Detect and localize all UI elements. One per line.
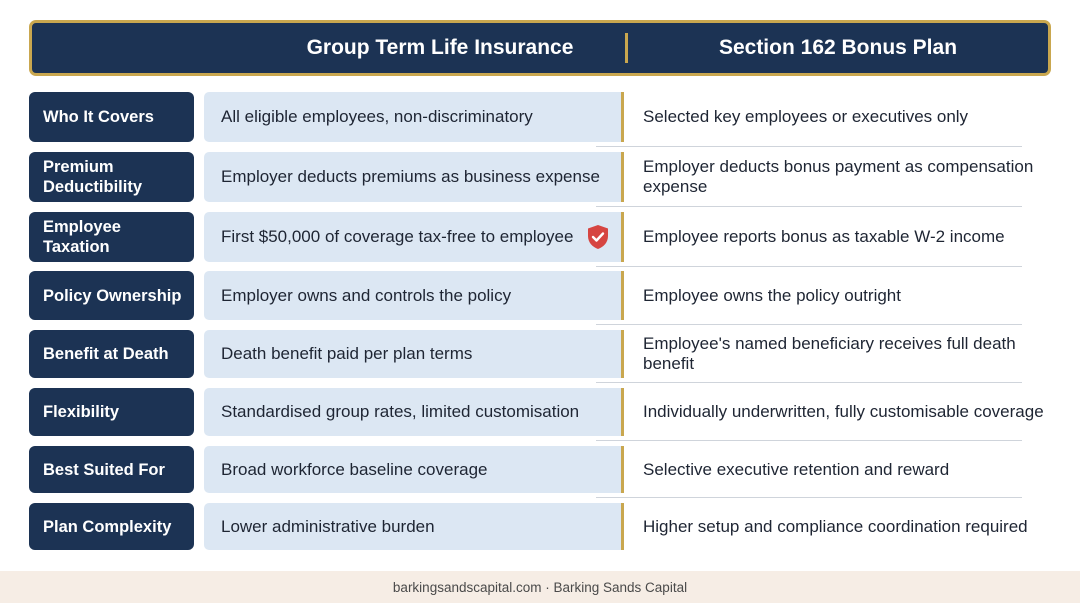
group-term-cell: Employer owns and controls the policy	[204, 271, 624, 320]
comparison-row-premium-deductibility	[29, 152, 1051, 202]
row-divider	[596, 266, 1022, 267]
table-header	[29, 20, 1051, 76]
comparison-row-benefit-at-death	[29, 330, 1051, 378]
row-divider	[596, 382, 1022, 383]
row-label: Flexibility	[29, 388, 194, 436]
row-divider	[596, 146, 1022, 147]
comparison-row-policy-ownership	[29, 271, 1051, 320]
group-term-cell: Standardised group rates, limited customisation	[204, 388, 624, 436]
group-term-cell: Employer deducts premiums as business expense	[204, 152, 624, 202]
section-162-cell: Employee reports bonus as taxable W-2 income	[643, 227, 1005, 246]
group-term-cell-text: First $50,000 of coverage tax-free to employee	[221, 227, 574, 246]
column-title-group-term: Group Term Life Insurance	[306, 36, 574, 59]
row-label: Plan Complexity	[29, 503, 194, 550]
row-divider	[596, 324, 1022, 325]
column-title-section-162: Section 162 Bonus Plan	[718, 36, 958, 59]
section-162-cell: Selected key employees or executives only	[643, 107, 969, 126]
footer-text: barkingsandscapital.com · Barking Sands Capital	[392, 580, 688, 595]
section-162-cell: Individually underwritten, fully customisable coverage	[643, 402, 1044, 421]
shield-check-icon	[586, 224, 610, 250]
comparison-row-employee-taxation	[29, 212, 1051, 262]
section-162-cell: Selective executive retention and reward	[643, 459, 950, 479]
section-162-cell: Higher setup and compliance coordination required	[643, 516, 1028, 536]
row-label: Policy Ownership	[29, 271, 194, 320]
row-label: Best Suited For	[29, 446, 194, 493]
group-term-cell: Broad workforce baseline coverage	[204, 446, 624, 493]
group-term-cell: Lower administrative burden	[204, 503, 624, 550]
group-term-cell	[204, 212, 624, 262]
row-divider	[596, 206, 1022, 207]
group-term-cell: Death benefit paid per plan terms	[204, 330, 624, 378]
row-label: Premium Deductibility	[29, 152, 194, 202]
row-label: Benefit at Death	[29, 330, 194, 378]
row-label: Employee Taxation	[29, 212, 194, 262]
section-162-cell: Employee owns the policy outright	[643, 285, 901, 305]
group-term-cell: All eligible employees, non-discriminatory	[204, 92, 624, 142]
comparison-row-best-suited-for	[29, 446, 1051, 493]
footer	[0, 571, 1080, 603]
row-divider	[596, 497, 1022, 498]
row-divider	[596, 440, 1022, 441]
section-162-cell: Employer deducts bonus payment as compensation expense	[643, 157, 1034, 196]
comparison-row-who-it-covers	[29, 92, 1051, 142]
row-label: Who It Covers	[29, 92, 194, 142]
section-162-cell: Employee's named beneficiary receives full death benefit	[643, 334, 1016, 373]
comparison-row-plan-complexity	[29, 503, 1051, 550]
comparison-row-flexibility	[29, 388, 1051, 436]
